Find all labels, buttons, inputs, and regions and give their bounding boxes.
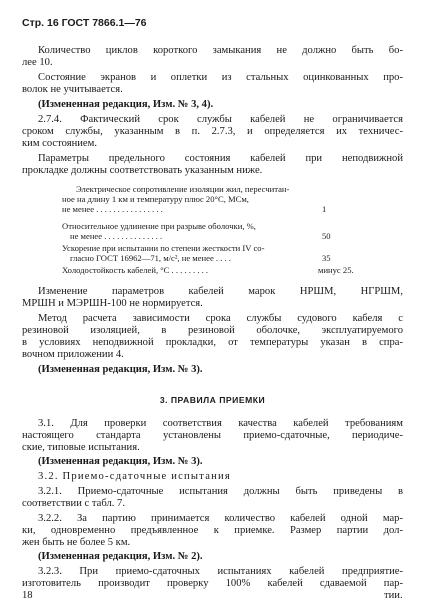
amendment-note: (Измененная редакция, Изм. № 3). xyxy=(38,364,203,375)
paragraph-line: в условиях неподвижной прокладки, от температуры указан в спра- xyxy=(22,337,403,348)
paragraph-line: Состояние экранов и оплетки из стальных оцинкованных про- xyxy=(38,72,403,83)
paragraph-line: 3.2.2. За партию принимается количество кабелей одной мар- xyxy=(38,513,403,524)
param-row-text: гласно ГОСТ 16962—71, м/с², не менее . . . . xyxy=(70,253,231,263)
paragraph-line: волок не учитывается. xyxy=(22,84,123,95)
page-number: 18 xyxy=(22,590,33,601)
section-title: 3. ПРАВИЛА ПРИЕМКИ xyxy=(159,395,266,405)
subsection-title: 3.2. Приемо-сдаточные испытания xyxy=(38,471,231,482)
paragraph-line: прокладке должны соответствовать указанным ниже. xyxy=(22,165,263,176)
param-value: 1 xyxy=(322,204,327,214)
paragraph-line: лее 10. xyxy=(22,57,53,68)
amendment-note: (Измененная редакция, Изм. № 3, 4). xyxy=(38,99,214,110)
paragraph-line: МРШН и МЭРШН-100 не нормируется. xyxy=(22,298,203,309)
paragraph-line: Количество циклов короткого замыкания не должно быть бо- xyxy=(38,45,403,56)
amendment-note: (Измененная редакция, Изм. № 3). xyxy=(38,456,203,467)
param-value: 35 xyxy=(322,253,331,263)
param-value: минус 25. xyxy=(318,265,354,275)
paragraph-line: Изменение параметров кабелей марок НРШМ, НГРШМ, xyxy=(38,286,403,297)
page-header: Стр. 16 ГОСТ 7866.1—76 xyxy=(22,17,147,29)
param-row-text: Ускорение при испытании по степени жесткости IV со- xyxy=(62,243,265,253)
paragraph-line: 2.7.4. Фактический срок службы кабелей не ограничивается xyxy=(38,114,403,125)
paragraph-line: 3.1. Для проверки соответствия качества кабелей требованиям xyxy=(38,418,403,429)
paragraph-line: резиновой изоляцией, в резиновой оболочке, эксплуатируемого xyxy=(22,325,403,336)
paragraph-line: Параметры предельного состояния кабелей при неподвижной xyxy=(38,153,403,164)
paragraph-line: соответствии с табл. 7. xyxy=(22,498,125,509)
paragraph-line: 3.2.1. Приемо-сдаточные испытания должны быть приведены в xyxy=(38,486,403,497)
param-row-text: не менее . . . . . . . . . . . . . . xyxy=(70,231,163,241)
param-row-text: Холодостойкость кабелей, °С . . . . . . . . . xyxy=(62,265,209,275)
paragraph-line: настоящего стандарта установлены приемо-сдаточные, периодиче- xyxy=(22,430,403,441)
paragraph-line: сроком службы, указанным в п. 2.7.3, и определяется их техничес- xyxy=(22,126,403,137)
param-row-text: не менее . . . . . . . . . . . . . . . . xyxy=(62,204,163,214)
paragraph-line: ки, одновременно предъявленное к приемке. Размер партии дол- xyxy=(22,525,403,536)
paragraph-line: изготовитель производит проверку 100% кабелей сдаваемой пар- xyxy=(22,578,403,589)
paragraph-line: 3.2.3. При приемо-сдаточных испытаниях кабелей предприятие- xyxy=(38,566,403,577)
paragraph-line: жен быть не более 5 км. xyxy=(22,537,131,548)
param-row-text: ное на длину 1 км и температуру плюс 20°С, МСм, xyxy=(62,194,249,204)
paragraph-line: ские, типовые испытания. xyxy=(22,442,140,453)
paragraph-line: Метод расчета зависимости срока службы судового кабеля с xyxy=(38,313,403,324)
paragraph-line: тии. xyxy=(384,590,403,601)
paragraph-line: вочном приложении 4. xyxy=(22,349,124,360)
param-value: 50 xyxy=(322,231,331,241)
param-row-text: Относительное удлинение при разрыве оболочки, %, xyxy=(62,221,256,231)
amendment-note: (Измененная редакция, Изм. № 2). xyxy=(38,551,203,562)
param-row-text: Электрическое сопротивление изоляции жил, пересчитан- xyxy=(76,184,290,194)
paragraph-line: ким состоянием. xyxy=(22,138,97,149)
